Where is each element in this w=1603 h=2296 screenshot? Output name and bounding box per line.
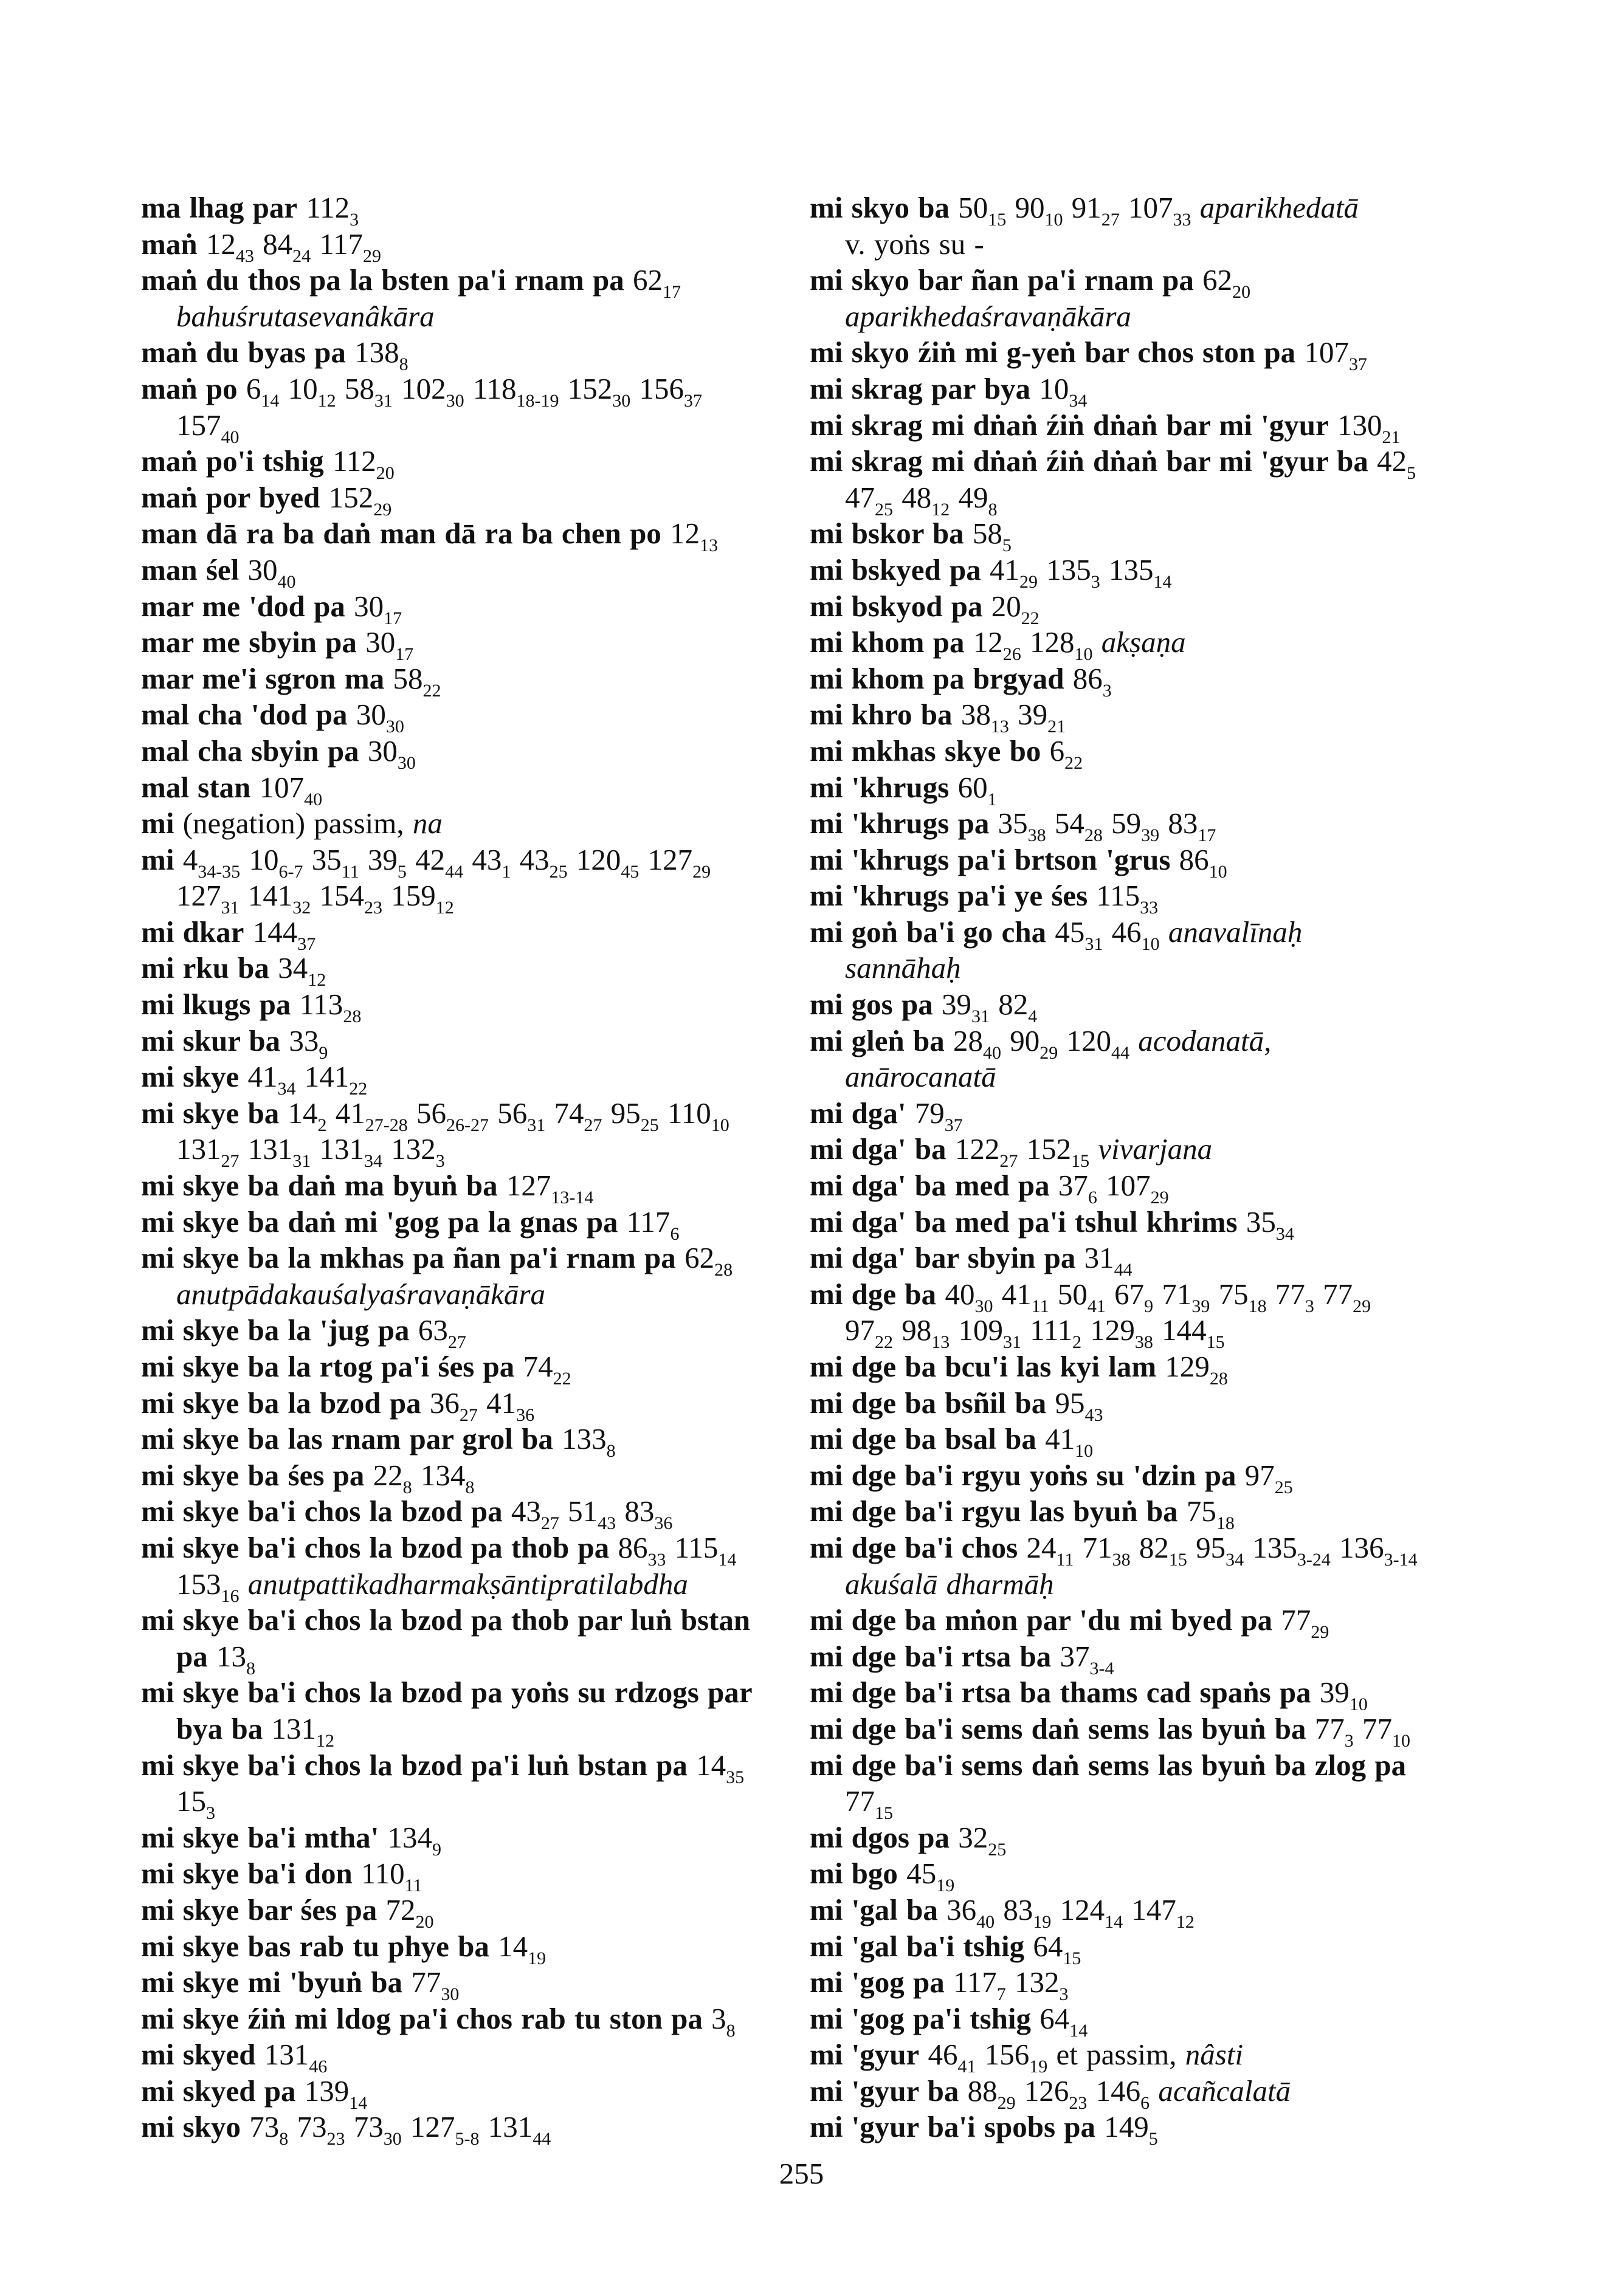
entry-references: $139_{14}$ <box>304 2074 368 2113</box>
entry-headword: mi lkugs pa <box>141 988 291 1022</box>
index-entry <box>141 190 755 230</box>
entry-references: $10_{34}$ <box>1039 371 1088 411</box>
index-entry <box>141 262 755 334</box>
index-entry <box>141 1674 755 1751</box>
entry-references: $14_2$ $41_{27-28}$ $56_{26-27}$ $56_{31}$ $74_{27}$ $95_{25}$ $110_{10}$ $131_{27}$ $131_{31}$ $131_{34}$ $132_3$ <box>176 1096 729 1172</box>
entry-references: $24_{11}$ $71_{38}$ $82_{15}$ $95_{34}$ $135_{3-24}$ $136_{3-14}$ <box>1026 1530 1418 1570</box>
entry-references: $62_{20}$ <box>1202 263 1251 303</box>
entry-sanskrit-gloss: bahuśrutasevanâkāra <box>176 299 435 333</box>
entry-headword: mi skye ba'i don <box>141 1857 353 1891</box>
entry-references: $95_{43}$ <box>1055 1386 1103 1425</box>
index-entry <box>141 696 755 737</box>
index-entry <box>141 226 755 266</box>
entry-references: $43_{27}$ $51_{43}$ $83_{36}$ <box>511 1494 673 1534</box>
entry-headword: mi 'khrugs pa'i brtson 'grus <box>810 842 1171 876</box>
index-entry <box>810 1276 1424 1353</box>
entry-references: $144_{37}$ <box>252 915 316 954</box>
index-entry <box>141 1493 755 1534</box>
entry-references: $107_{40}$ <box>259 770 323 809</box>
entry-headword: mi mkhas skye bo <box>810 734 1041 768</box>
index-entry <box>810 1493 1424 1534</box>
entry-headword: mi dge ba'i rtsa ba <box>810 1639 1052 1673</box>
index-entry <box>141 1602 755 1679</box>
entry-headword: maṅ po'i tshig <box>141 444 324 478</box>
index-entry <box>141 1855 755 1896</box>
entry-headword: mi rku ba <box>141 951 269 985</box>
entry-headword: mi bskyed pa <box>810 552 981 586</box>
entry-references: $6_{14}$ $10_{12}$ $58_{31}$ $102_{30}$ $118_{18-19}$ $152_{30}$ $156_{37}$ $157_{40}$ <box>176 371 703 447</box>
entry-headword: mi dge ba <box>810 1277 937 1311</box>
index-entry <box>141 2109 755 2150</box>
entry-references: $34_{12}$ <box>278 951 326 991</box>
index-entry <box>141 479 755 520</box>
entry-headword: mi skye ba śes pa <box>141 1458 365 1492</box>
entry-references: $115_{33}$ <box>1096 879 1159 918</box>
entry-headword: mi skyo <box>141 2110 241 2144</box>
entry-headword: mi dge ba'i rtsa ba thams cad spaṅs pa <box>810 1676 1311 1710</box>
entry-headword: mi dge ba mṅon par 'du mi byed pa <box>810 1603 1273 1637</box>
index-entry <box>810 2001 1424 2041</box>
entry-references: $41_{34}$ $141_{22}$ <box>247 1060 368 1099</box>
entry-headword: mi dga' <box>810 1096 906 1130</box>
entry-references: $14_{19}$ <box>498 1929 546 1968</box>
index-entry <box>141 733 755 773</box>
entry-sanskrit-gloss: vivarjana <box>1098 1132 1213 1166</box>
entry-headword: man śel <box>141 552 240 586</box>
entry-references: $127_{13-14}$ <box>506 1169 594 1208</box>
index-entry <box>141 769 755 809</box>
entry-references: $97_{25}$ <box>1244 1458 1293 1497</box>
index-entry <box>141 1023 755 1063</box>
entry-references: $117_7$ $132_3$ <box>953 1965 1069 2005</box>
index-entry <box>810 1204 1424 1244</box>
entry-headword: mi skye ba'i mtha' <box>141 1820 379 1854</box>
entry-references: $129_{28}$ <box>1165 1350 1228 1389</box>
entry-references: $88_{29}$ $126_{23}$ $146_6$ <box>967 2074 1150 2113</box>
index-entry <box>141 1349 755 1389</box>
index-entry <box>810 1530 1424 1602</box>
entry-sanskrit-gloss: acodanatā, anārocanatā <box>845 1023 1272 1094</box>
index-entry <box>810 443 1424 520</box>
entry-sanskrit-gloss: nâsti <box>1185 2038 1244 2072</box>
entry-references: $122_{27}$ $152_{15}$ <box>954 1132 1090 1172</box>
entry-references: $39_{31}$ $82_4$ <box>942 988 1038 1027</box>
index-entry <box>810 1638 1424 1679</box>
entry-references: $46_{41}$ $156_{19}$ et passim, <box>928 2038 1177 2077</box>
entry-headword: mi 'khrugs pa <box>810 806 990 840</box>
entry-references: $107_{37}$ <box>1304 335 1367 375</box>
entry-references: $22_8$ $134_8$ <box>373 1458 475 1497</box>
entry-headword: mi skye ba'i chos la bzod pa thob par luṅ bstan pa <box>141 1603 751 1673</box>
entry-sanskrit-gloss: anavalīnaḥ sannāhaḥ <box>845 915 1303 985</box>
index-entry <box>141 1457 755 1497</box>
entry-headword: mi dga' ba <box>810 1132 946 1166</box>
entry-references: $86_3$ <box>1072 661 1112 701</box>
index-entry <box>810 588 1424 628</box>
entry-headword: mi skyo bar ñan pa'i rnam pa <box>810 263 1194 297</box>
index-entry <box>141 661 755 701</box>
index-entry <box>810 1095 1424 1135</box>
entry-references: $20_{22}$ <box>991 589 1039 628</box>
entry-sanskrit-gloss: akuśalā dharmāḥ <box>845 1567 1054 1601</box>
entry-references: $42_5$ $47_{25}$ $48_{12}$ $49_8$ <box>845 444 1416 520</box>
entry-references: $41_{10}$ <box>1045 1422 1094 1462</box>
index-entry <box>141 1059 755 1099</box>
entry-references: $30_{30}$ <box>356 698 404 737</box>
entry-references: $58_{22}$ <box>393 661 441 701</box>
entry-headword: mi dga' bar sbyin pa <box>810 1241 1076 1275</box>
index-entry <box>810 1167 1424 1208</box>
entry-references: $12_{13}$ <box>670 517 719 556</box>
entry-headword: mi skye mi 'byuṅ ba <box>141 1965 403 1999</box>
index-entry <box>810 1928 1424 1968</box>
entry-headword: mi 'gal ba'i tshig <box>810 1929 1025 1963</box>
entry-headword: mi 'gyur ba'i spobs pa <box>810 2110 1096 2144</box>
entry-sanskrit-gloss: aparikhedaśravaṇākāra <box>845 299 1131 333</box>
index-entry <box>141 1385 755 1425</box>
entry-headword: mi skye bas rab tu phye ba <box>141 1929 489 1963</box>
entry-sanskrit-gloss: akṣaṇa <box>1101 625 1186 659</box>
entry-headword: mi dge ba'i rgyu las byuṅ ba <box>810 1494 1178 1528</box>
entry-headword: mar me sbyin pa <box>141 625 357 659</box>
entry-headword: mi skye ba'i chos la bzod pa'i luṅ bstan pa <box>141 1748 688 1782</box>
index-entry <box>141 1820 755 1860</box>
entry-sanskrit-gloss: aparikhedatā <box>1199 191 1359 224</box>
entry-headword: mi 'gal ba <box>810 1892 938 1927</box>
entry-references: $30_{40}$ <box>247 552 296 592</box>
index-entry <box>141 805 755 842</box>
index-entry <box>141 950 755 991</box>
entry-headword: mi dge ba'i chos <box>810 1530 1018 1564</box>
entry-references: $110_{11}$ <box>360 1857 422 1896</box>
index-entry <box>810 407 1424 447</box>
entry-headword: mi skye ba'i chos la bzod pa yoṅs su rdzogs par bya ba <box>141 1676 752 1745</box>
entry-headword: maṅ por byed <box>141 480 320 514</box>
entry-headword: mi dge ba bsal ba <box>810 1422 1036 1456</box>
entry-headword: mi skur ba <box>141 1023 281 1057</box>
entry-headword: mi skye ba daṅ ma byuṅ ba <box>141 1169 498 1203</box>
index-entry <box>810 805 1424 846</box>
entry-references: $35_{34}$ <box>1246 1205 1294 1244</box>
entry-headword: mi skye ba la bzod pa <box>141 1386 421 1420</box>
index-entry <box>810 262 1424 334</box>
entry-references: $45_{19}$ <box>906 1857 955 1896</box>
entry-headword: mi <box>141 842 174 876</box>
index-entry <box>810 1602 1424 1643</box>
entry-headword: mi skye ba la 'jug pa <box>141 1313 410 1347</box>
entry-headword: mi gleṅ ba <box>810 1023 945 1057</box>
index-entry <box>141 515 755 556</box>
entry-headword: mi skye ba'i chos la bzod pa <box>141 1494 503 1528</box>
entry-references: $36_{27}$ $41_{36}$ <box>429 1386 535 1425</box>
index-entry <box>810 1457 1424 1497</box>
entry-headword: mi skye źiṅ mi ldog pa'i chos rab tu ston pa <box>141 2001 703 2035</box>
entry-headword: mi dge ba'i sems daṅ sems las byuṅ ba zlog pa <box>810 1748 1407 1782</box>
entry-references: $72_{20}$ <box>385 1892 434 1932</box>
entry-references: $4_{34-35}$ $10_{6-7}$ $35_{11}$ $39_5$ $42_{44}$ $43_1$ $43_{25}$ $120_{45}$ $127_{29}$ $127_{31}$ $141_{32}$ $154_{23}$ $159_{12}$ <box>176 842 711 918</box>
index-entry <box>141 914 755 954</box>
index-entry <box>141 334 755 375</box>
entry-headword: mi skye bar śes pa <box>141 1892 377 1927</box>
entry-references: $13_8$ <box>216 1639 256 1679</box>
entry-headword: mi skye ba daṅ mi 'gog pa la gnas pa <box>141 1205 618 1239</box>
entry-headword: mi skrag mi dṅaṅ źiṅ dṅaṅ bar mi 'gyur <box>810 408 1329 442</box>
entry-references: $86_{33}$ $115_{14}$ $153_{16}$ <box>176 1530 737 1606</box>
entry-references: $117_6$ <box>626 1205 680 1244</box>
entry-references: $131_{12}$ <box>271 1711 335 1751</box>
index-entry <box>810 1385 1424 1425</box>
index-entry <box>810 914 1424 986</box>
entry-headword: mi 'gyur ba <box>810 2074 959 2108</box>
entry-references: $63_{27}$ <box>418 1313 466 1353</box>
entry-headword: mi skyed <box>141 2038 256 2072</box>
entry-references: $133_8$ <box>562 1422 616 1462</box>
index-entry <box>141 1095 755 1172</box>
index-entry <box>810 1855 1424 1896</box>
index-entry <box>141 1167 755 1208</box>
entry-references: $138_8$ <box>354 335 409 375</box>
entry-headword: mi bgo <box>810 1857 898 1891</box>
index-entry <box>810 624 1424 665</box>
entry-headword: mi bskyod pa <box>810 589 983 623</box>
entry-headword: maṅ <box>141 227 198 261</box>
index-column-right <box>810 190 1424 2150</box>
entry-sanskrit-gloss: anutpādakauśalyaśravaṇākāra <box>176 1277 545 1311</box>
entry-references: $75_{18}$ <box>1186 1494 1235 1534</box>
entry-headword: mi skrag par bya <box>810 371 1031 405</box>
entry-references: $64_{15}$ <box>1033 1929 1081 1968</box>
entry-headword: mal cha 'dod pa <box>141 698 348 732</box>
page-number: 255 <box>779 2157 824 2190</box>
entry-references: $64_{14}$ <box>1039 2001 1088 2041</box>
entry-references: $40_{30}$ $41_{11}$ $50_{41}$ $67_9$ $71_{39}$ $75_{18}$ $77_3$ $77_{29}$ $97_{22}$ $98_{13}$ $109_{31}$ $111_2$ $129_{38}$ $144_{15}$ <box>845 1277 1371 1353</box>
index-entry <box>810 371 1424 411</box>
index-entry <box>810 334 1424 375</box>
index-entry <box>810 696 1424 737</box>
index-entry <box>810 2109 1424 2150</box>
entry-headword: maṅ du byas pa <box>141 335 346 369</box>
entry-references: $77_3$ $77_{10}$ <box>1314 1711 1411 1751</box>
entry-references: $73_8$ $73_{23}$ $73_{30}$ $127_{5-8}$ $131_{44}$ <box>249 2110 551 2150</box>
index-entry <box>141 2036 755 2077</box>
index-entry <box>141 2001 755 2041</box>
index-entry <box>141 1892 755 1932</box>
index-entry <box>141 443 755 484</box>
entry-headword: mi dge ba bsñil ba <box>810 1386 1047 1420</box>
entry-references: $131_{46}$ <box>264 2038 328 2077</box>
entry-references: $3_8$ <box>711 2001 736 2041</box>
entry-headword: mi <box>141 806 174 840</box>
entry-headword: mar me 'dod pa <box>141 589 345 623</box>
entry-references: $113_{28}$ <box>299 988 362 1027</box>
index-entry <box>810 1674 1424 1715</box>
entry-references: $37_6$ $107_{29}$ <box>1058 1169 1169 1208</box>
entry-headword: mi khom pa <box>810 625 965 659</box>
entry-references: $12_{43}$ $84_{24}$ $117_{29}$ <box>205 227 382 266</box>
entry-references: $77_{29}$ <box>1281 1603 1329 1643</box>
index-entry <box>141 1240 755 1312</box>
entry-references: $77_{15}$ <box>845 1784 893 1824</box>
entry-headword: ma lhag par <box>141 191 298 224</box>
entry-references: $30_{17}$ <box>354 589 402 628</box>
index-entry <box>141 2073 755 2113</box>
entry-references: $32_{25}$ <box>958 1820 1007 1860</box>
entry-headword: mi skye ba las rnam par grol ba <box>141 1422 553 1456</box>
index-entry <box>810 1892 1424 1932</box>
index-entry <box>810 986 1424 1027</box>
entry-headword: mi khro ba <box>810 698 953 732</box>
entry-headword: mi 'gyur <box>810 2038 920 2072</box>
entry-headword: mi dga' ba med pa <box>810 1169 1050 1203</box>
entry-sanskrit-gloss: acañcalatā <box>1158 2074 1291 2108</box>
entry-references: $28_{40}$ $90_{29}$ $120_{44}$ <box>953 1023 1130 1063</box>
entry-headword: mi skye ba la rtog pa'i śes pa <box>141 1350 515 1383</box>
entry-references: $134_9$ <box>387 1820 441 1860</box>
index-entry <box>141 552 755 592</box>
index-entry <box>810 2073 1424 2113</box>
index-entry <box>141 1964 755 2005</box>
entry-references: $12_{26}$ $128_{10}$ <box>973 625 1093 665</box>
index-entry <box>141 588 755 628</box>
index-entry <box>141 1204 755 1244</box>
entry-headword: maṅ po <box>141 371 238 405</box>
index-entry <box>810 1747 1424 1824</box>
index-entry <box>810 2036 1424 2077</box>
index-entry <box>141 1530 755 1606</box>
entry-headword: mi skrag mi dṅaṅ źiṅ dṅaṅ bar mi 'gyur ba <box>810 444 1368 478</box>
entry-headword: mi dge ba'i sems daṅ sems las byuṅ ba <box>810 1711 1306 1745</box>
entry-headword: maṅ du thos pa la bsten pa'i rnam pa <box>141 263 624 297</box>
entry-references: $30_{17}$ <box>365 625 414 665</box>
entry-headword: mi skyed pa <box>141 2074 296 2108</box>
index-entry <box>810 769 1424 809</box>
entry-references: $39_{10}$ <box>1319 1676 1368 1715</box>
entry-headword: mi dga' ba med pa'i tshul khrims <box>810 1205 1238 1239</box>
index-entry <box>810 1023 1424 1095</box>
entry-references: $112_3$ <box>306 191 359 230</box>
entry-references: $50_{15}$ $90_{10}$ $91_{27}$ $107_{33}$ <box>958 191 1191 230</box>
index-entry <box>810 1240 1424 1280</box>
index-entry <box>141 986 755 1027</box>
entry-references: $58_5$ <box>972 517 1012 556</box>
index-entry <box>141 371 755 447</box>
index-column-left <box>141 190 755 2150</box>
index-entry <box>141 1421 755 1462</box>
entry-references: $38_{13}$ $39_{21}$ <box>960 698 1066 737</box>
entry-headword: mi 'khrugs pa'i ye śes <box>810 879 1088 913</box>
entry-headword: mi gos pa <box>810 988 933 1022</box>
entry-sanskrit-gloss: anutpattikadharmakṣāntipratilabdha <box>247 1567 688 1601</box>
entry-references: $62_{17}$ <box>633 263 681 303</box>
entry-headword: mal stan <box>141 770 251 804</box>
entry-references: $14_{35}$ $15_3$ <box>176 1748 745 1824</box>
index-entry <box>810 842 1424 882</box>
entry-references: $74_{22}$ <box>523 1350 571 1389</box>
entry-headword: mal cha sbyin pa <box>141 734 359 768</box>
entry-references: $112_{20}$ <box>333 444 395 484</box>
entry-references: $36_{40}$ $83_{19}$ $124_{14}$ $147_{12}$ <box>946 1892 1194 1932</box>
entry-headword: mi khom pa brgyad <box>810 661 1064 695</box>
index-entry <box>810 1711 1424 1751</box>
entry-headword: mi dge ba'i rgyu yoṅs su 'dzin pa <box>810 1458 1236 1492</box>
entry-sanskrit-gloss: na <box>412 806 443 840</box>
entry-headword: mi dge ba bcu'i las kyi lam <box>810 1350 1157 1383</box>
entry-headword: mi dkar <box>141 915 244 949</box>
index-entry <box>141 624 755 665</box>
index-entry <box>810 190 1424 262</box>
index-entry <box>810 878 1424 918</box>
entry-references: $86_{10}$ <box>1179 842 1227 882</box>
entry-headword: mar me'i sgron ma <box>141 661 385 695</box>
index-entry <box>141 842 755 918</box>
entry-references: $62_{28}$ <box>684 1241 733 1280</box>
index-entry <box>141 1312 755 1353</box>
entry-references: $37_{3-4}$ <box>1060 1639 1114 1679</box>
entry-references: $79_{37}$ <box>914 1096 963 1135</box>
entry-cross-reference: v. yoṅs su - <box>845 227 984 261</box>
entry-headword: mi skye ba la mkhas pa ñan pa'i rnam pa <box>141 1241 676 1275</box>
entry-references: $60_1$ <box>957 770 997 809</box>
index-entry <box>141 1747 755 1824</box>
index-entry <box>810 1131 1424 1172</box>
index-entry <box>810 552 1424 592</box>
index-entry <box>810 661 1424 701</box>
entry-references: $152_{29}$ <box>328 480 392 520</box>
index-entry <box>810 515 1424 556</box>
entry-references: $31_{44}$ <box>1084 1241 1132 1280</box>
entry-references: $33_9$ <box>289 1023 328 1063</box>
entry-references: $45_{31}$ $46_{10}$ <box>1055 915 1160 954</box>
entry-headword: mi dgos pa <box>810 1820 950 1854</box>
entry-references: $130_{21}$ <box>1337 408 1401 447</box>
entry-references: $77_{30}$ <box>411 1965 460 2005</box>
entry-headword: mi 'khrugs <box>810 770 950 804</box>
index-entry <box>810 1349 1424 1389</box>
entry-references: $6_{22}$ <box>1049 734 1083 773</box>
entry-references: $30_{30}$ <box>367 734 416 773</box>
entry-headword: mi 'gog pa <box>810 1965 945 1999</box>
entry-headword: mi bskor ba <box>810 517 964 551</box>
entry-references: $41_{29}$ $135_3$ $135_{14}$ <box>990 552 1172 592</box>
entry-references: $35_{38}$ $54_{28}$ $59_{39}$ $83_{17}$ <box>998 806 1216 846</box>
index-entry <box>810 733 1424 773</box>
entry-references: (negation) passim, <box>182 806 404 840</box>
entry-headword: mi goṅ ba'i go cha <box>810 915 1047 949</box>
entry-headword: mi skye <box>141 1060 240 1094</box>
entry-headword: mi skyo źiṅ mi g-yeṅ bar chos ston pa <box>810 335 1296 369</box>
entry-references: $149_5$ <box>1104 2110 1158 2150</box>
entry-headword: mi skye ba'i chos la bzod pa thob pa <box>141 1530 610 1564</box>
entry-headword: mi skyo ba <box>810 191 950 224</box>
index-entry <box>810 1421 1424 1462</box>
index-entry <box>141 1928 755 1968</box>
index-entry <box>810 1964 1424 2005</box>
entry-headword: mi skye ba <box>141 1096 280 1130</box>
entry-headword: man dā ra ba daṅ man dā ra ba chen po <box>141 517 661 551</box>
index-entry <box>810 1820 1424 1860</box>
entry-headword: mi 'gog pa'i tshig <box>810 2001 1032 2035</box>
